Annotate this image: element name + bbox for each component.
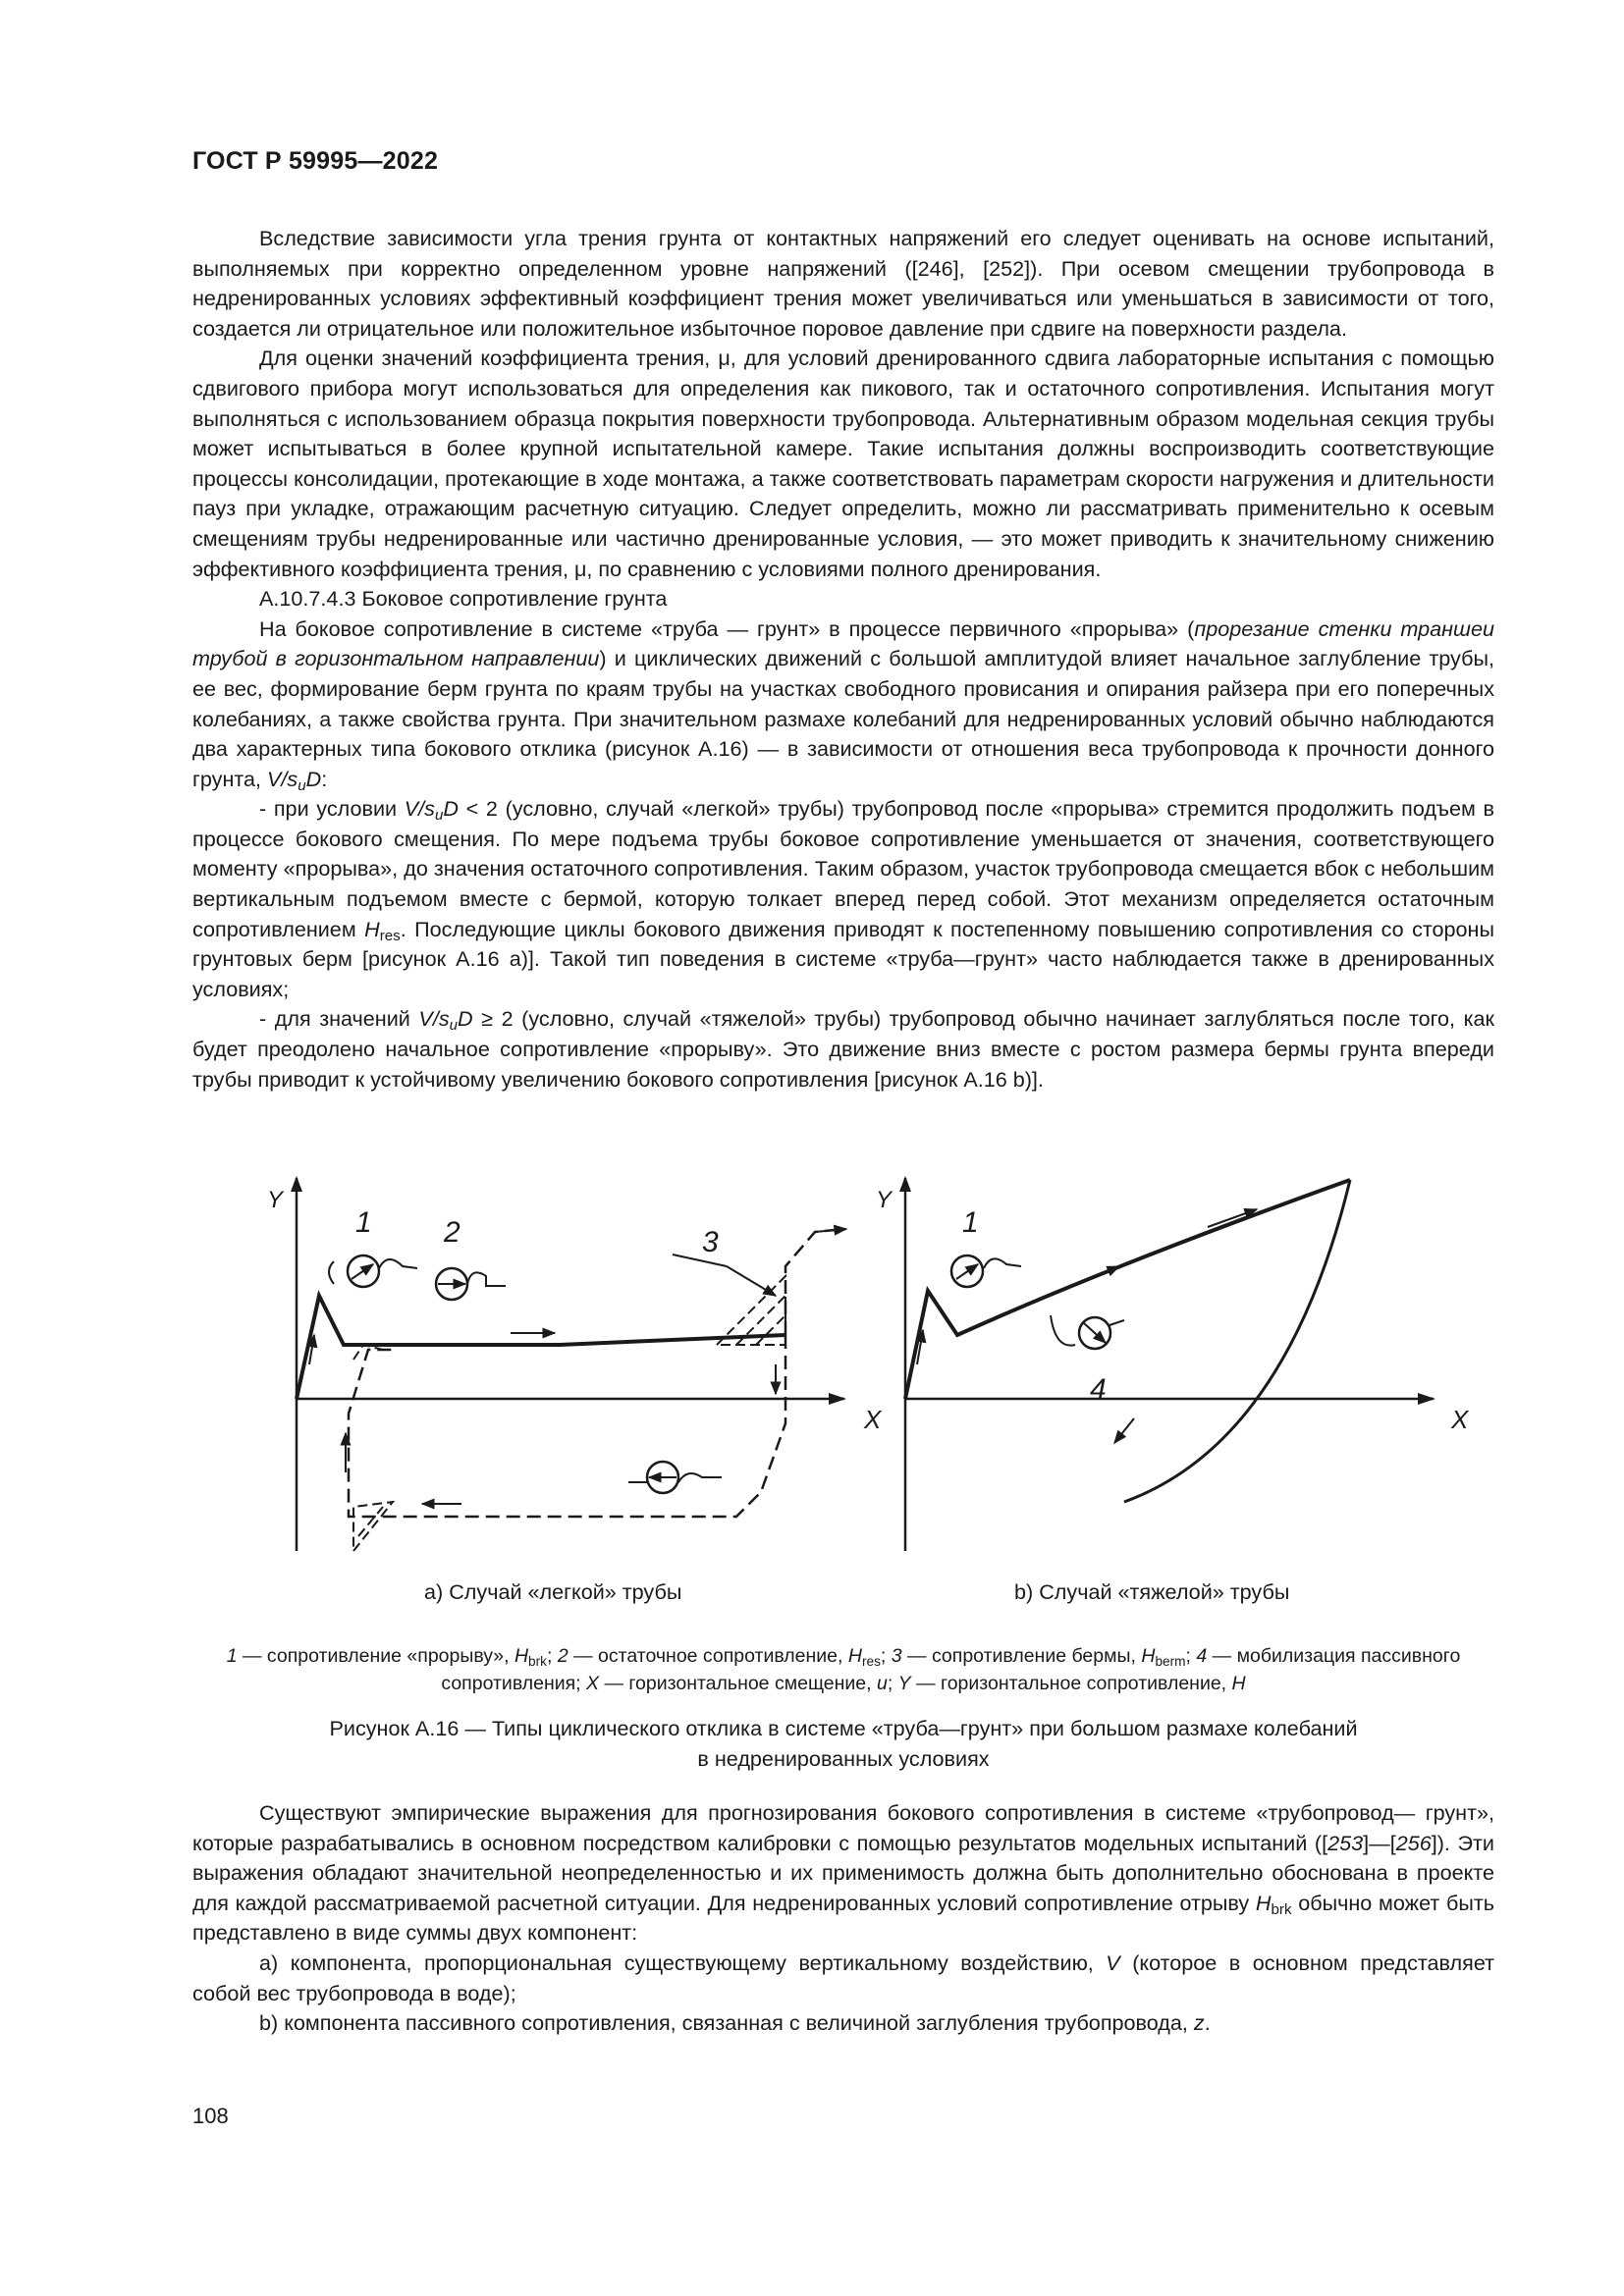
pipe-icon-2a [436,1268,506,1300]
panel-b-heavy-pipe [876,1176,1470,1551]
svg-text:1: 1 [962,1206,979,1239]
paragraph-3: На боковое сопротивление в системе «труба — грунт» в процессе первичного «прорыва» (прорезание стенки траншеи трубой в горизонтальном направлении) и циклических движений с большой амплитудой влияет начальное заглубление трубы, ее вес, формирование берм грунта по краям трубы на участках свободного провисания и опирания райзера при его поперечных колебаниях, а также свойства грунта. При значительном размахе колебаний для недренированных условий обычно наблюдаются два характерных типа бокового отклика (рисунок А.16) — в зависимости от отношения веса трубопровода к прочности донного грунта, $V/s_uD$: [192,615,1495,794]
axis-label-x-b: X [1451,1405,1469,1434]
bullet-light-pipe: - при условии $V/s_uD < 2$ (условно, случай «легкой» трубы) трубопровод после «прорыва» стремится продолжить подъем в процессе бокового смещения. По мере подъема трубы боковое сопротивление уменьшается от значения, соответствующего моменту «прорыва», до значения остаточного сопротивления. Таким образом, участок трубопровода смещается вбок с небольшим вертикальным подъемом вместе с бермой, которую толкает вперед перед собой. Этот механизм определяется остаточным сопротивлением $H_{res}$. Последующие циклы бокового движения приводят к постепенному повышению сопротивления со стороны грунтовых берм [рисунок А.16 а)]. Такой тип поведения в системе «труба—грунт» часто наблюдается также в дренированных условиях; [192,796,1494,1001]
svg-text:4: 4 [1090,1373,1107,1406]
bullet-heavy-pipe: - для значений $V/s_uD \ge 2$ (условно, случай «тяжелой» трубы) трубопровод обычно начинает заглубляться после того, как будет преодолено начальное сопротивление «прорыву». Это движение вниз вместе с ростом размера бермы грунта впереди трубы приводит к устойчивому увеличению бокового сопротивления [рисунок А.16 b)]. [192,1006,1494,1092]
pipe-icon-1b [951,1255,1021,1287]
pipe-icon-return-a [628,1462,722,1493]
svg-text:2: 2 [444,1216,460,1249]
svg-text:3: 3 [702,1226,719,1258]
axis-label-y-a: Y [267,1187,284,1213]
curve-cycle-a [785,1229,844,1335]
figure-a16 [265,1158,1469,1571]
caption-panel-b: b) Случай «тяжелой» трубы [1014,1579,1290,1604]
page-number: 108 [192,2104,229,2128]
axis-label-x-a: X [864,1405,882,1434]
list-item-b: b) компонента пассивного сопротивления, связанная с величиной заглубления трубопровода, z. [259,2010,1211,2036]
pipe-icon-1a [329,1255,417,1287]
figure-title: Рисунок А.16 — Типы циклического отклика в системе «труба—грунт» при большом размахе колебаний в недренированных условиях [329,1716,1358,1771]
axis-label-y-b: Y [876,1187,893,1213]
document-header: ГОСТ Р 59995—2022 [192,147,439,175]
svg-text:1: 1 [355,1206,372,1239]
body-text-top [192,224,1494,1095]
curve-breakout-a [297,1296,785,1399]
list-item-a: а) компонента, пропорциональная существующему вертикальному воздействию, V (которое в основном представляет собой вес трубопровода в воде); [192,1949,1495,2005]
section-heading: А.10.7.4.3 Боковое сопротивление грунта [259,586,668,612]
figure-legend: 1 — сопротивление «прорыву», $H_{brk}$; 2 — остаточное сопротивление, $H_{res}$; 3 — сопротивление бермы, $H_{berm}$; 4 — мобилизация пассивного сопротивления; X — горизонтальное смещение, u; Y — горизонтальное сопротивление, H [226,1645,1461,1694]
caption-panel-a: а) Случай «легкой» трубы [424,1579,682,1604]
body-text-bottom [192,1798,1494,2039]
paragraph-2: Для оценки значений коэффициента трения, μ, для условий дренированного сдвига лабораторные испытания с помощью сдвигового прибора могут использоваться для определения как пикового, так и остаточного сопротивления. Испытания могут выполняться с использованием образца покрытия поверхности трубопровода. Альтернативным образом модельная секция трубы может испытываться в более крупной испытательной камере. Такие испытания должны воспроизводить соответствующие процессы консолидации, протекающие в ходе монтажа, а также соответствовать параметрам скорости нагружения и длительности пауз при укладке, отражающим расчетную ситуацию. Следует определить, можно ли рассматривать применительно к осевым смещениям трубы недренированные или частично дренированные условия, — это может приводить к значительному снижению эффективного коэффициента трения, μ, по сравнению с условиями полного дренирования. [192,346,1494,581]
pipe-icon-4b [1051,1315,1124,1349]
paragraph-1: Вследствие зависимости угла трения грунта от контактных напряжений его следует оценивать на основе испытаний, выполняемых при корректно определенном уровне напряжений ([246], [252]). При осевом смещении трубопровода в недренированных условиях эффективный коэффициент трения может увеличиваться или уменьшаться в зависимости от того, создается ли отрицательное или положительное избыточное поровое давление при сдвиге на поверхности раздела. [192,226,1494,341]
paragraph-empirical: Существуют эмпирические выражения для прогнозирования бокового сопротивления в системе «трубопровод— грунт», которые разрабатывались в основном посредством калибровки с помощью результатов модельных испытаний ([253]—[256]). Эти выражения обладают значительной неопределенностью и их применимость должна быть дополнительно обоснована в проекте для каждой рассматриваемой расчетной ситуации. Для недренированных условий сопротивление отрыву $H_{brk}$ обычно может быть представлено в виде суммы двух компонент: [192,1800,1494,1946]
panel-a-light-pipe [267,1176,883,1551]
